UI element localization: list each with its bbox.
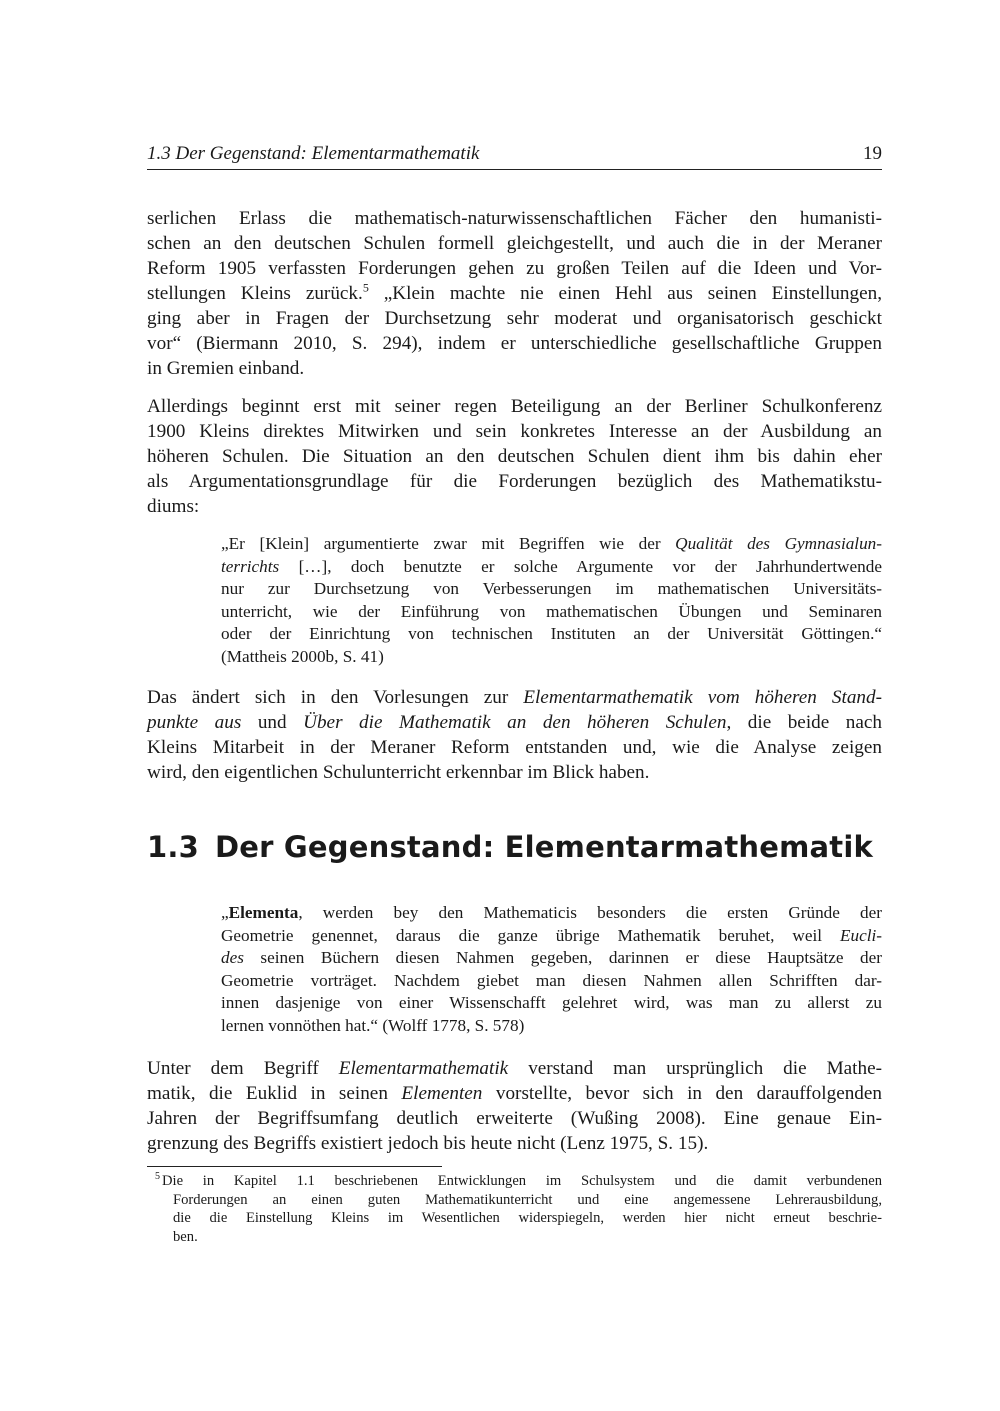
text-line: „Elementa, werden bey den Mathematicis besonders die ersten Gründe der <box>221 903 882 922</box>
block-quote-2 <box>221 902 882 1038</box>
section-title: Der Gegenstand: Elementarmathematik <box>214 830 873 864</box>
text-line: als Argumentationsgrundlage für die Forderungen bezüglich des Mathematikstu- <box>147 471 882 492</box>
footnote-divider <box>147 1166 442 1167</box>
footnote <box>147 1172 882 1246</box>
text-line: terrichts […], doch benutzte er solche Argumente vor der Jahrhundertwende <box>221 556 882 576</box>
text-line: nur zur Durchsetzung von Verbesserungen im mathematischen Universitäts- <box>221 579 882 599</box>
text-line: lernen vonnöthen hat.“ (Wolff 1778, S. 578) <box>221 1015 525 1035</box>
paragraph-3 <box>147 685 882 785</box>
text-line: Kleins Mitarbeit in der Meraner Reform entstanden und, wie die Analyse zeigen <box>147 737 882 758</box>
text-line: Allerdings beginnt erst mit seiner regen Beteiligung an der Berliner Schulkonferenz <box>147 396 882 417</box>
footnote-reference[interactable]: 5 <box>362 280 369 295</box>
text-line: 1900 Kleins direktes Mitwirken und sein konkretes Interesse an der Ausbildung an <box>147 421 882 442</box>
text-line: Reform 1905 verfassten Forderungen gehen zu großen Teilen auf die Ideen und Vor- <box>147 258 882 279</box>
text-line: schen an den deutschen Schulen formell gleichgestellt, und auch die in der Meraner <box>147 233 882 254</box>
section-number: 1.3 <box>147 830 199 864</box>
text-line: punkte aus und Über die Mathematik an den höheren Schulen, die beide nach <box>147 712 882 733</box>
text-line: Geometrie vorträget. Nachdem giebet man diesen Nahmen allen Schrifften dar- <box>221 970 882 990</box>
text-line: unterricht, wie der Einführung von mathematischen Übungen und Seminaren <box>221 601 882 621</box>
text-line: matik, die Euklid in seinen Elementen vorstellte, bevor sich in den darauffolgenden <box>147 1083 883 1104</box>
text-line: in Gremien einband. <box>147 358 305 379</box>
text-line: wird, den eigentlichen Schulunterricht erkennbar im Blick haben. <box>147 762 650 783</box>
paragraph-2 <box>147 394 882 519</box>
text-line: serlichen Erlass die mathematisch-naturwissenschaftlichen Fächer den humanisti- <box>147 208 882 229</box>
text-line: oder der Einrichtung von technischen Instituten an der Universität Göttingen.“ <box>221 624 882 644</box>
text-line: grenzung des Begriffs existiert jedoch bis heute nicht (Lenz 1975, S. 15). <box>147 1133 709 1154</box>
running-head <box>147 141 882 170</box>
text-line: ging aber in Fragen der Durchsetzung sehr moderat und organisatorisch geschickt <box>147 308 882 329</box>
page-number: 19 <box>863 143 882 164</box>
footnote-mark: 5 <box>155 1171 160 1183</box>
text-line: Geometrie genennet, daraus die ganze übrige Mathematik beruhet, weil Eucli- <box>221 925 882 945</box>
text-line: „Er [Klein] argumentierte zwar mit Begriffen wie der Qualität des Gymnasialun- <box>221 534 882 553</box>
text-line: Das ändert sich in den Vorlesungen zur Elementarmathematik vom höheren Stand- <box>147 687 883 708</box>
text-line: des seinen Büchern diesen Nahmen gegeben, darinnen er diese Hauptsätze der <box>221 948 882 968</box>
text-line: ben. <box>173 1228 198 1245</box>
text-line: diums: <box>147 496 200 517</box>
block-quote-1 <box>221 533 882 669</box>
text-line: Jahren der Begriffsumfang deutlich erweiterte (Wußing 2008). Eine genaue Ein- <box>147 1108 882 1129</box>
text-line: $^5$ Die in Kapitel 1.1 beschriebenen Entwicklungen im Schulsystem und die damit verbundenen <box>155 1171 882 1189</box>
text-line: Unter dem Begriff Elementarmathematik verstand man ursprünglich die Mathe- <box>147 1058 882 1079</box>
text-line: höheren Schulen. Die Situation an den deutschen Schulen dient ihm bis dahin eher <box>147 446 882 467</box>
text-line: vor“ (Biermann 2010, S. 294), indem er unterschiedliche gesellschaftliche Gruppen <box>147 333 882 354</box>
running-head-title: 1.3 Der Gegenstand: Elementarmathematik <box>147 143 480 164</box>
text-line: die die Einstellung Kleins im Wesentlichen widerspiegeln, werden hier nicht erneut beschrie- <box>173 1210 882 1226</box>
section-heading <box>147 830 873 864</box>
text-line: Forderungen an einen guten Mathematikunterricht und eine angemessene Lehrerausbildung, <box>173 1191 882 1208</box>
text-line: stellungen Kleins zurück.$^5$ „Klein machte nie einen Hehl aus seinen Einstellungen, <box>147 280 882 304</box>
text-line: (Mattheis 2000b, S. 41) <box>221 646 384 666</box>
paragraph-1 <box>147 206 882 381</box>
paragraph-4 <box>147 1056 882 1156</box>
text-line: innen dasjenige von einer Wissenschafft gelehret wird, was man zu allerst zu <box>221 993 882 1013</box>
